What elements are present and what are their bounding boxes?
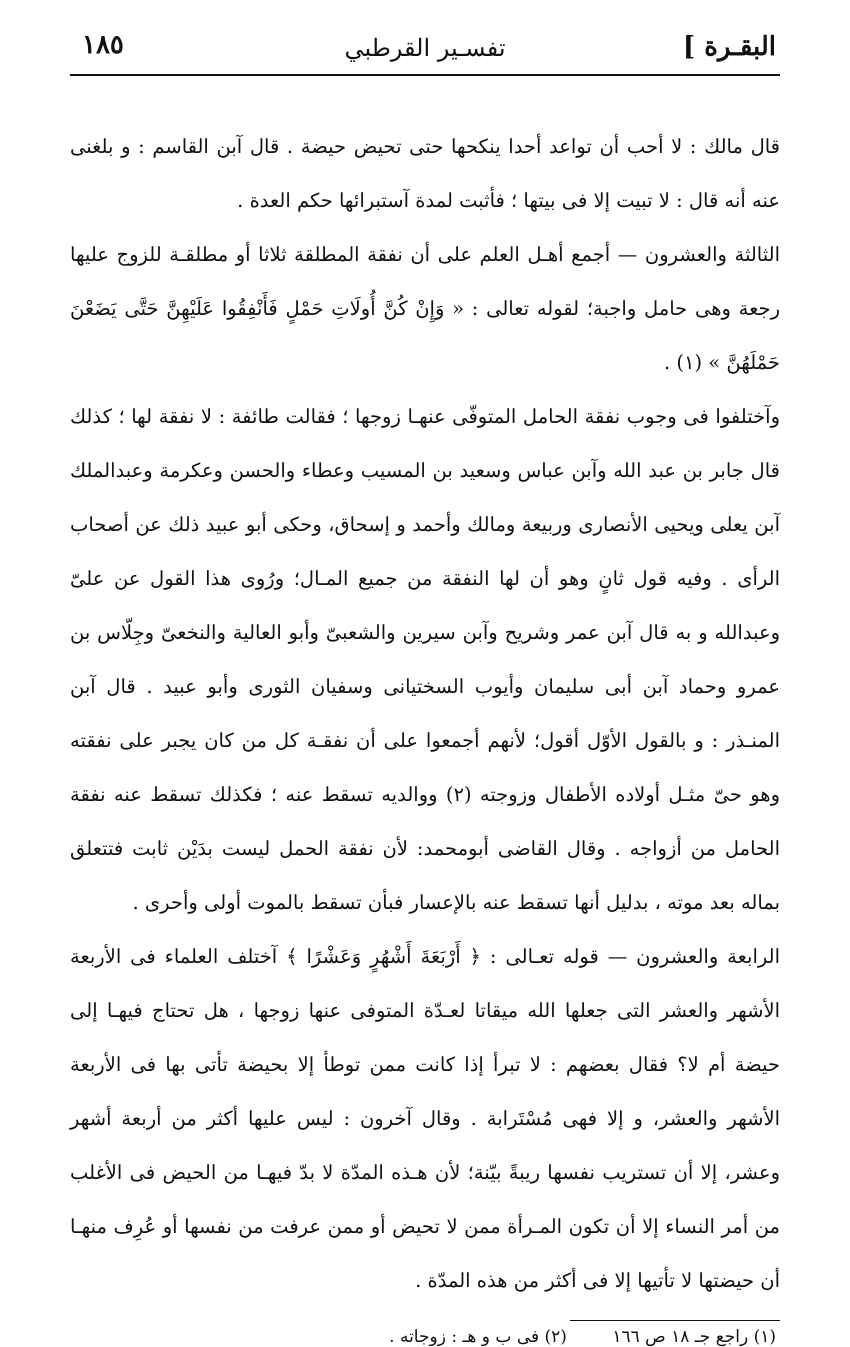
paragraph: الثالثة والعشرون — أجمع أهـل العلم على أن نفقة المطلقة ثلاثا أو مطلقـة للزوج عليها رجعة وهى حامل واجبة؛ لقوله تعالى : « وَإِنْ كُنَّ أُولَاتِ حَمْلٍ فَأَنْفِقُوا عَلَيْهِنَّ حَتَّى يَضَعْنَ حَمْلَهُنَّ » (١) . — [70, 243, 780, 374]
book-title: تفسـير القرطبي — [344, 34, 506, 62]
footnote: (٢) فى ب و هـ : زوجاته . — [389, 1327, 567, 1347]
document-page — [70, 30, 780, 1347]
paragraph: قال مالك : لا أحب أن تواعد أحدا ينكحها حتى تحيض حيضة . قال آبن القاسم : و بلغنى عنه أنه قال : لا تبيت إلا فى بيتها ؛ فأثبت لمدة آستبرائها حكم العدة . — [70, 135, 780, 212]
page-header — [70, 30, 780, 76]
footnotes — [70, 1327, 780, 1347]
paragraph: وآختلفوا فى وجوب نفقة الحامل المتوفّى عنهـا زوجها ؛ فقالت طائفة : لا نفقة لها ؛ كذلك قال جابر بن عبد الله وآبن عباس وسعيد بن المسيب وعطاء والحسن وعكرمة وعبدالملك آبن يعلى ويحيى الأنصارى وربيعة ومالك وأحمد و إسحاق، وحكى أبو عبيد ذلك عن أصحاب الرأى . وفيه قول ثانٍ وهو أن لها النفقة من جميع المـال؛ ورُوى هذا القول عن علىّ وعبدالله و به قال آبن عمر وشريح وآبن سيرين والشعبىّ وأبو العالية والنخعىّ وجِلّاس بن عمرو وحماد آبن أبى سليمان وأيوب السختيانى وسفيان الثورى وأبو عبيد . قال آبن المنـذر : و بالقول الأوّل أقول؛ لأنهم أجمعوا على أن نفقـة كل من كان يجبر على نفقته وهو حىّ مثـل أولاده الأطفال وزوجته (٢) ووالديه تسقط عنه ؛ فكذلك تسقط عنه نفقة الحامل من أزواجه . وقال القاضى أبومحمد: لأن نفقة الحمل ليست بدَيْن ثابت فتتعلق بماله بعد موته ، بدليل أنها تسقط عنه بالإعسار فبأن تسقط بالموت أولى وأحرى . — [70, 405, 780, 914]
paragraph: الرابعة والعشرون — قوله تعـالى : ﴿ أَرْبَعَةَ أَشْهُرٍ وَعَشْرًا ﴾ آختلف العلماء فى الأربعة الأشهر والعشر التى جعلها الله ميقاتا لعـدّة المتوفى عنها زوجها ، هل تحتاج فيهـا إلى حيضة أم لا؟ فقال بعضهم : لا تبرأ إذا كانت ممن توطأ إلا بحيضة تأتى بها فى الأربعة الأشهر والعشر، و إلا فهى مُسْتَرابة . وقال آخرون : ليس عليها أكثر من أربعة أشهر وعشر، إلا أن تستريب نفسها ريبةً بيّنة؛ لأن هـذه المدّة لا بدّ فيهـا من الحيض فى الأغلب من أمر النساء إلا أن تكون المـرأة ممن لا تحيض أو ممن عرفت من نفسها أو عُرِف منهـا أن حيضتها لا تأتيها إلا فى أكثر من هذه المدّة . — [70, 945, 780, 1292]
footnote: (١) راجع جـ ١٨ ص ١٦٦ — [612, 1327, 776, 1347]
footnote-separator — [570, 1320, 780, 1321]
page-body — [70, 120, 780, 1308]
section-title: البقـرة ] — [682, 32, 776, 62]
page-number: ١٨٥ — [82, 30, 124, 60]
